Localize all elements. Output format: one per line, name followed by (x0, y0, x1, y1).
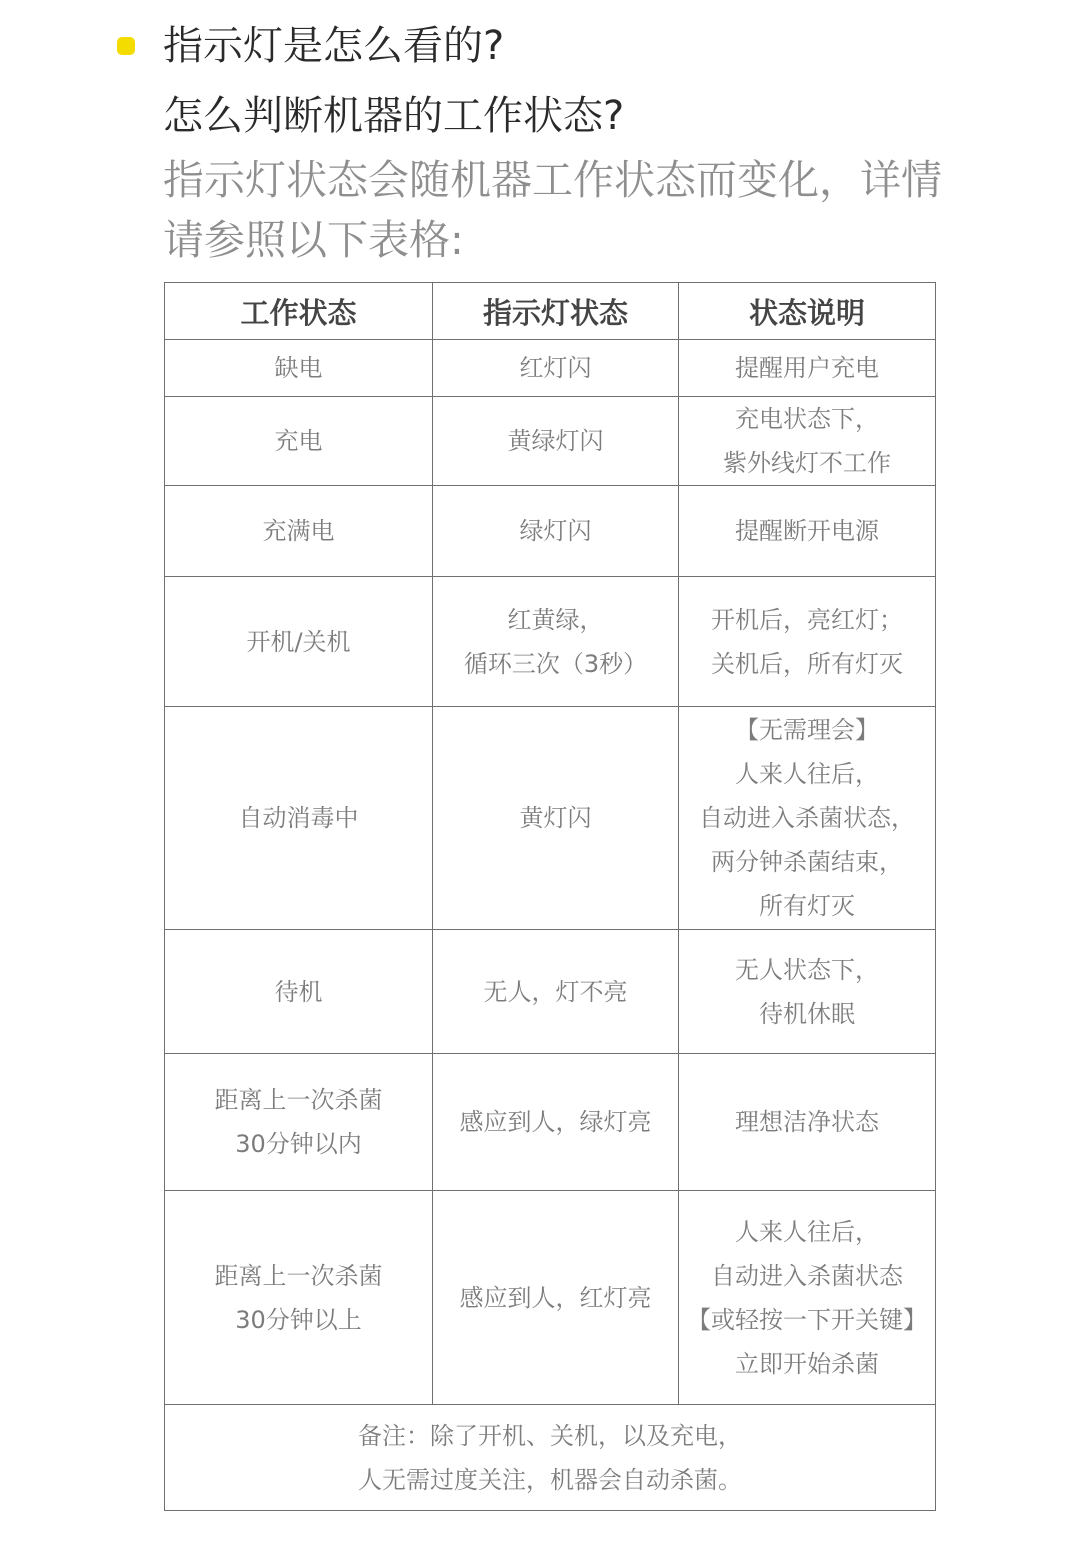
desc-cell-text: 关机后，所有灯灭 (711, 649, 903, 678)
light-cell-text: 感应到人，绿灯亮 (459, 1108, 652, 1136)
state-cell (165, 707, 433, 930)
state-cell-text: 30分钟以内 (235, 1130, 362, 1158)
desc-cell-text: 自动进入杀菌状态， (699, 804, 915, 832)
intro-line-2: 请参照以下表格: (163, 216, 464, 264)
note-text: 人无需过度关注，机器会自动杀菌。 (358, 1465, 742, 1494)
header-work-state: 工作状态 (165, 283, 433, 340)
light-cell (433, 707, 679, 930)
desc-cell (679, 397, 936, 486)
note-text: 备注：除了开机、关机，以及充电， (358, 1421, 742, 1450)
light-cell-text: 绿灯闪 (519, 517, 592, 545)
desc-cell-text: 所有灯灭 (759, 892, 855, 920)
table-row (165, 707, 936, 930)
state-cell-text: 充电 (274, 427, 323, 455)
desc-cell (679, 577, 936, 707)
desc-cell (679, 1191, 936, 1405)
question-title-1: 指示灯是怎么看的? (163, 23, 505, 69)
desc-cell (679, 340, 936, 397)
light-cell (433, 397, 679, 486)
table-row (165, 397, 936, 486)
table-row (165, 577, 936, 707)
desc-cell-text: 无人状态下， (735, 955, 879, 984)
desc-cell-text: 充电状态下， (735, 405, 879, 433)
desc-cell (679, 1054, 936, 1191)
light-cell-text: 感应到人，红灯亮 (459, 1283, 652, 1312)
state-cell-text: 开机/关机 (246, 627, 351, 656)
light-cell-text: 循环三次（3秒） (463, 649, 648, 678)
state-cell-text: 待机 (274, 977, 323, 1006)
table-row (165, 486, 936, 577)
state-cell-text: 30分钟以上 (235, 1305, 362, 1334)
desc-cell-text: 人来人往后， (735, 760, 879, 788)
note-cell (165, 1405, 936, 1511)
header-light-state: 指示灯状态 (433, 283, 679, 340)
state-cell (165, 577, 433, 707)
desc-cell-text: 两分钟杀菌结束， (711, 848, 903, 876)
desc-cell-text: 提醒用户充电 (735, 354, 879, 382)
light-cell-text: 红黄绿， (507, 605, 604, 634)
state-cell (165, 486, 433, 577)
state-cell (165, 1054, 433, 1191)
desc-cell-text: 立即开始杀菌 (735, 1349, 879, 1378)
status-table (164, 282, 936, 1511)
desc-cell (679, 707, 936, 930)
state-cell-text: 缺电 (274, 354, 323, 382)
light-cell (433, 577, 679, 707)
question-title-2: 怎么判断机器的工作状态? (163, 93, 625, 139)
state-cell-text: 自动消毒中 (238, 804, 359, 832)
note-row (165, 1405, 936, 1511)
desc-cell (679, 930, 936, 1054)
light-cell-text: 红灯闪 (519, 354, 592, 382)
desc-cell-text: 提醒断开电源 (735, 517, 879, 545)
desc-cell-text: 人来人往后， (735, 1217, 879, 1246)
table-row (165, 1191, 936, 1405)
light-cell (433, 930, 679, 1054)
light-cell-text: 无人，灯不亮 (483, 977, 628, 1006)
light-cell (433, 486, 679, 577)
table-row (165, 340, 936, 397)
state-cell (165, 340, 433, 397)
state-cell-text: 距离上一次杀菌 (214, 1261, 383, 1290)
light-cell (433, 1191, 679, 1405)
state-cell (165, 930, 433, 1054)
state-cell (165, 397, 433, 486)
bullet-dot-icon (117, 37, 135, 55)
state-cell (165, 1191, 433, 1405)
light-cell (433, 340, 679, 397)
header-state-desc: 状态说明 (679, 283, 936, 340)
table-row (165, 930, 936, 1054)
intro-paragraph (163, 150, 963, 270)
desc-cell-text: 开机后，亮红灯； (711, 605, 903, 634)
desc-cell-text: 紫外线灯不工作 (723, 449, 891, 477)
desc-cell-text: 【或轻按一下开关键】 (687, 1305, 927, 1334)
desc-cell-text: 待机休眠 (759, 999, 855, 1028)
state-cell-text: 充满电 (262, 517, 335, 545)
light-cell-text: 黄灯闪 (519, 804, 592, 832)
light-cell (433, 1054, 679, 1191)
light-cell-text: 黄绿灯闪 (507, 427, 604, 455)
table-row (165, 1054, 936, 1191)
desc-cell-text: 自动进入杀菌状态 (711, 1261, 903, 1290)
desc-cell-text: 【无需理会】 (735, 716, 879, 744)
intro-line-1: 指示灯状态会随机器工作状态而变化，详情 (163, 156, 942, 204)
table-header-row (165, 283, 936, 340)
state-cell-text: 距离上一次杀菌 (214, 1086, 383, 1114)
desc-cell-text: 理想洁净状态 (735, 1108, 879, 1136)
desc-cell (679, 486, 936, 577)
